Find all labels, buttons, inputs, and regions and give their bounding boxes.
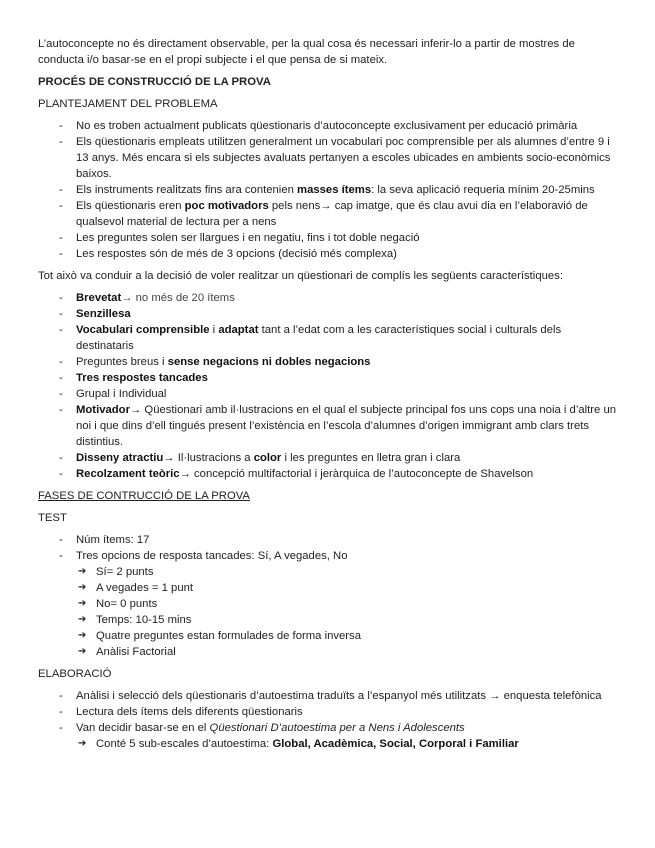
list-item-text: Preguntes breus i: [76, 356, 168, 368]
list-item: [38, 322, 622, 354]
phases-heading: FASES DE CONTRUCCIÓ DE LA PROVA: [38, 490, 250, 502]
list-item-emphasis: masses ítems: [297, 184, 372, 196]
sub-list-item: ➔ Temps: 10-15 mins: [76, 612, 622, 628]
list-item: [38, 548, 622, 660]
list-item-text: Van decidir basar-se en el: [76, 722, 210, 734]
list-item-emphasis: adaptat: [218, 324, 259, 336]
list-item-text: tant a l’edat com a les característiques social i culturals dels destinataris: [76, 324, 562, 352]
list-item-text: Lectura dels ítems dels diferents qüestionaris: [76, 706, 303, 718]
list-item-emphasis: sense negacions ni dobles negacions: [167, 356, 371, 368]
list-item: [38, 370, 622, 386]
test-sublist: [76, 564, 622, 660]
section-title: PROCÉS DE CONSTRUCCIÓ DE LA PROVA: [38, 76, 271, 88]
sub-list-item: ➔ No= 0 punts: [76, 596, 622, 612]
list-item: [38, 230, 622, 246]
list-item-emphasis: Motivador: [76, 404, 130, 416]
list-item-emphasis: Senzillesa: [76, 308, 131, 320]
list-item-emphasis: Recolzament teòric→: [76, 468, 191, 480]
list-item: [38, 354, 622, 370]
list-item: [38, 182, 622, 198]
list-item-emphasis: Disseny atractiu→: [76, 452, 175, 464]
list-item-text: i les preguntes en lletra gran i clara: [281, 452, 461, 464]
problem-heading: PLANTEJAMENT DEL PROBLEMA: [38, 98, 218, 110]
problem-list: [38, 118, 622, 262]
list-item-text: pels nens→ cap imatge, que és clau avui dia en l’elaboravió de qualsevol material de lectura per a nens: [76, 200, 588, 228]
list-item: [38, 688, 622, 704]
elaboration-heading: ELABORACIÓ: [38, 668, 112, 680]
sub-list-item: [76, 736, 622, 752]
list-item-text: concepció multifactorial i jeràrquica de l’autoconcepte de Shavelson: [190, 468, 534, 480]
list-item-text: Il·lustracions a: [174, 452, 254, 464]
list-item-text: Els qüestionaris empleats utilitzen generalment un vocabulari poc comprensible per als alumnes d’entre 9 i 13 anys. Més encara si els subjectes avaluats pertanyen a escoles ubicades en ambients socio-econòmics baixos.: [76, 136, 611, 180]
sub-list-item: ➔ Quatre preguntes estan formulades de forma inversa: [76, 628, 622, 644]
list-item: [38, 118, 622, 134]
list-item: [38, 402, 622, 450]
intro-paragraph: L’autoconcepte no és directament observable, per la qual cosa és necessari inferir-lo a partir de mostres de conducta i/o basar-se en el propi subjecte i el que pensa de si mateix.: [38, 38, 575, 66]
list-item: [38, 532, 622, 548]
list-item-text: Els qüestionaris eren: [76, 200, 185, 212]
list-item-emphasis: color: [253, 452, 282, 464]
list-item-text: Grupal i Individual: [76, 388, 167, 400]
features-list: [38, 290, 622, 482]
elaboration-sublist: [76, 736, 622, 752]
test-list: [38, 532, 622, 660]
conclusion-paragraph: Tot això va conduir a la decisió de voler realitzar un qüestionari de complís les següents característiques:: [38, 270, 563, 282]
list-item: [38, 134, 622, 182]
list-item-text: Tres opcions de resposta tancades: Sí, A vegades, No: [76, 550, 348, 562]
list-item: [38, 704, 622, 720]
list-item-text: i: [209, 324, 219, 336]
sub-list-item-emphasis: Global, Acadèmica, Social, Corporal i Familiar: [272, 738, 519, 750]
list-item-text: → Qüestionari amb il·lustracions en el qual el subjecte principal fos uns cops una noia i d’altre un noi i que dins d’ell tingués present l’existència en l’escola d’alumnes d’origen immigrant amb clars trets distintius.: [76, 404, 617, 448]
list-item: [38, 466, 622, 482]
test-heading: TEST: [38, 512, 67, 524]
elaboration-list: [38, 688, 622, 752]
list-item-text: Núm ítems: 17: [76, 534, 150, 546]
list-item: [38, 290, 622, 306]
list-item-text: Els instruments realitzats fins ara contenien: [76, 184, 298, 196]
list-item-text: Anàlisi i selecció dels qüestionaris d’autoestima traduïts a l’espanyol més utilitzats → enquesta telefònica: [76, 690, 602, 702]
list-item-emphasis: Tres respostes tancades: [76, 372, 208, 384]
list-item: [38, 450, 622, 466]
sub-list-item: ➔ A vegades = 1 punt: [76, 580, 622, 596]
list-item: [38, 386, 622, 402]
list-item: [38, 198, 622, 230]
list-item-text: → no més de 20 ítems: [121, 292, 235, 304]
sub-list-item: ➔ Sí= 2 punts: [76, 564, 622, 580]
document-page: [38, 36, 622, 758]
list-item-text: Les respostes són de més de 3 opcions (decisió més complexa): [76, 248, 397, 260]
list-item: [38, 246, 622, 262]
list-item-emphasis: Vocabulari comprensible: [76, 324, 210, 336]
list-item: [38, 720, 622, 752]
list-item-italic: Qüestionari D’autoestima per a Nens i Adolescents: [209, 722, 465, 734]
list-item: [38, 306, 622, 322]
list-item-text: : la seva aplicació requeria mínim 20-25mins: [371, 184, 595, 196]
list-item-emphasis: Brevetat: [76, 292, 122, 304]
list-item-text: No es troben actualment publicats qüestionaris d’autoconcepte exclusivament per educació primària: [76, 120, 578, 132]
list-item-emphasis: poc motivadors: [184, 200, 269, 212]
list-item-text: Les preguntes solen ser llargues i en negatiu, fins i tot doble negació: [76, 232, 420, 244]
sub-list-item: ➔ Anàlisi Factorial: [76, 644, 622, 660]
sub-list-item-text: Conté 5 sub-escales d’autoestima:: [96, 738, 273, 750]
